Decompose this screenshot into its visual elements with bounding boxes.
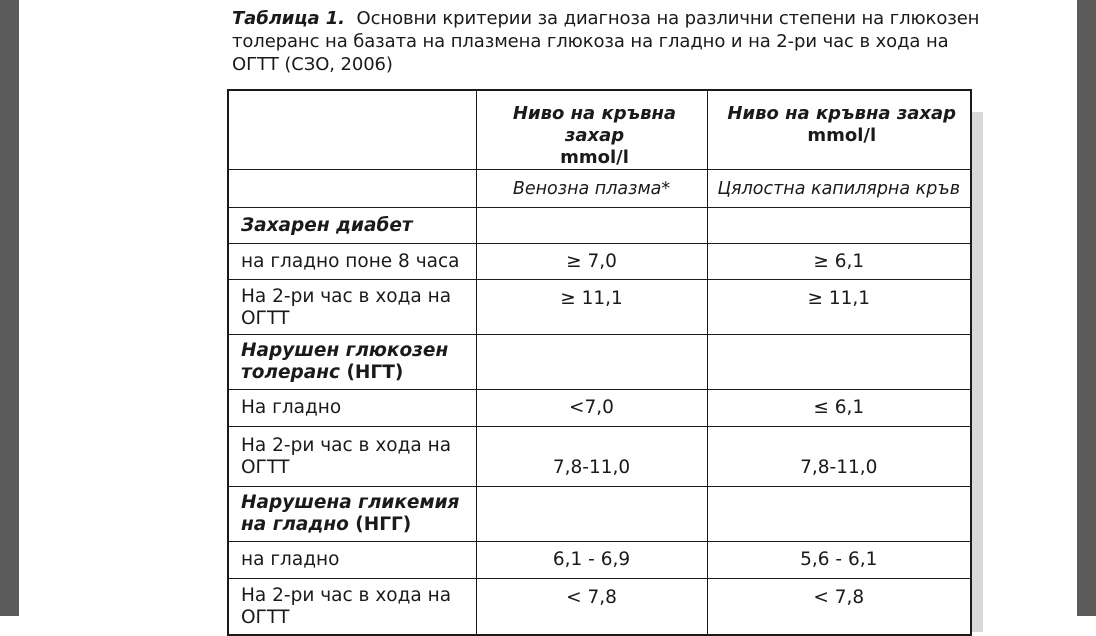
caption-lead: Таблица 1. [232, 8, 345, 29]
section-row [228, 487, 971, 542]
row-label: на гладно [228, 542, 476, 579]
section-title-ifg: Нарушена гликемия на гладно (НГГ) [228, 487, 476, 542]
empty-cell [476, 208, 707, 244]
row-label: На 2-ри час в хода на ОГТТ [228, 427, 476, 487]
caption-text: Основни критерии за диагноза на различни степени на глюкозен толеранс на базата на плазмена глюкоза на гладно и на 2-ри час в хода на ОГТТ (СЗО, 2006) [232, 8, 980, 75]
venous-value: 6,1 - 6,9 [476, 542, 707, 579]
subheader-capillary: Цялостна капилярна кръв [707, 170, 971, 208]
table-row [228, 542, 971, 579]
empty-cell [707, 335, 971, 390]
header-capillary-title: Ниво на кръвна захар [727, 103, 957, 124]
header-empty-cell [228, 90, 476, 170]
header-row [228, 90, 971, 170]
row-label: На гладно [228, 390, 476, 427]
capillary-value: 7,8-11,0 [707, 427, 971, 487]
venous-value: <7,0 [476, 390, 707, 427]
section-title-diabetes: Захарен диабет [228, 208, 476, 244]
header-venous-unit: mmol/l [560, 147, 629, 168]
table-row [228, 280, 971, 335]
table-row [228, 579, 971, 635]
subheader-venous: Венозна плазма* [476, 170, 707, 208]
left-frame-bar [0, 0, 19, 616]
subheader-row [228, 170, 971, 208]
subheader-empty-cell [228, 170, 476, 208]
section-row [228, 335, 971, 390]
capillary-value: ≥ 11,1 [707, 280, 971, 335]
header-venous [476, 90, 707, 170]
row-label: На 2-ри час в хода на ОГТТ [228, 280, 476, 335]
header-capillary [707, 90, 971, 170]
criteria-table [227, 89, 972, 636]
section-title-igt: Нарушен глюкозен толеранс (НГТ) [228, 335, 476, 390]
capillary-value: 5,6 - 6,1 [707, 542, 971, 579]
right-frame-bar [1077, 0, 1096, 616]
venous-value: ≥ 7,0 [476, 244, 707, 280]
empty-cell [707, 208, 971, 244]
header-capillary-unit: mmol/l [807, 125, 877, 146]
table-row [228, 427, 971, 487]
empty-cell [476, 487, 707, 542]
table-caption [232, 7, 992, 76]
capillary-value: < 7,8 [707, 579, 971, 635]
venous-value: < 7,8 [476, 579, 707, 635]
empty-cell [476, 335, 707, 390]
capillary-value: ≥ 6,1 [707, 244, 971, 280]
section-row [228, 208, 971, 244]
venous-value: 7,8-11,0 [476, 427, 707, 487]
header-venous-title: Ниво на кръвна захар [512, 103, 677, 146]
table-row [228, 244, 971, 280]
venous-value: ≥ 11,1 [476, 280, 707, 335]
capillary-value: ≤ 6,1 [707, 390, 971, 427]
row-label: на гладно поне 8 часа [228, 244, 476, 280]
row-label: На 2-ри час в хода на ОГТТ [228, 579, 476, 635]
empty-cell [707, 487, 971, 542]
table-row [228, 390, 971, 427]
